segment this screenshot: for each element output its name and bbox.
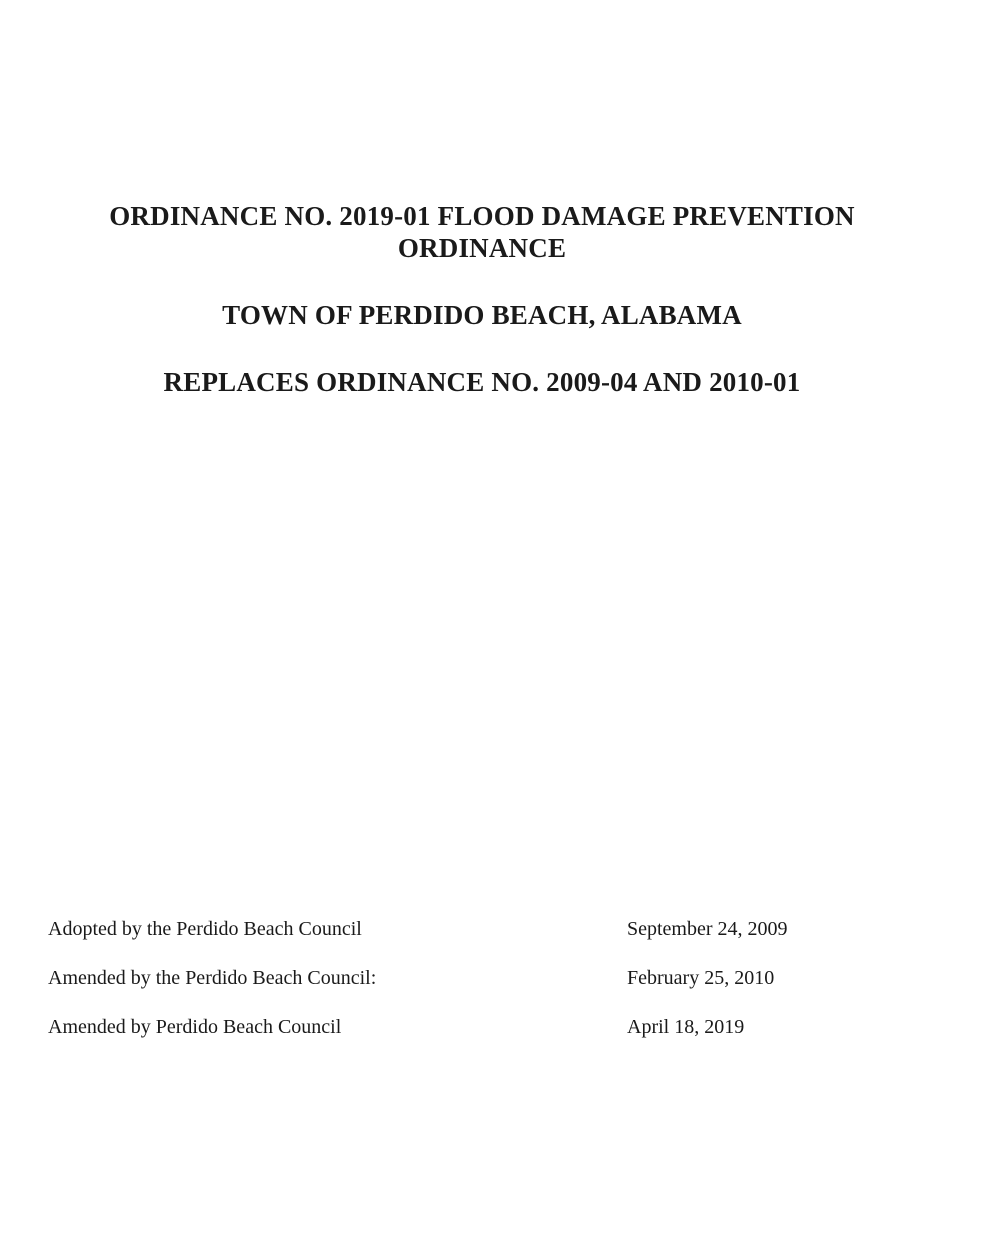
history-action: Amended by the Perdido Beach Council: — [48, 967, 377, 989]
replaces-heading: REPLACES ORDINANCE NO. 2009-04 AND 2010-01 — [163, 367, 801, 397]
history-date: September 24, 2009 — [627, 918, 788, 940]
ordinance-title — [0, 200, 964, 264]
history-row-adopted — [48, 915, 888, 964]
title-block — [0, 200, 964, 398]
history-date: February 25, 2010 — [627, 967, 775, 989]
ordinance-title-line-1: ORDINANCE NO. 2019-01 FLOOD DAMAGE PREVENTION — [109, 201, 855, 231]
adoption-history — [48, 915, 888, 1062]
town-heading: TOWN OF PERDIDO BEACH, ALABAMA — [222, 300, 742, 330]
history-row-amended-2019 — [48, 1013, 888, 1062]
ordinance-title-line-2: ORDINANCE — [397, 233, 567, 263]
history-action: Amended by Perdido Beach Council — [48, 1016, 342, 1038]
history-date: April 18, 2019 — [627, 1016, 745, 1038]
history-row-amended-2010 — [48, 964, 888, 1013]
history-action: Adopted by the Perdido Beach Council — [48, 918, 362, 940]
